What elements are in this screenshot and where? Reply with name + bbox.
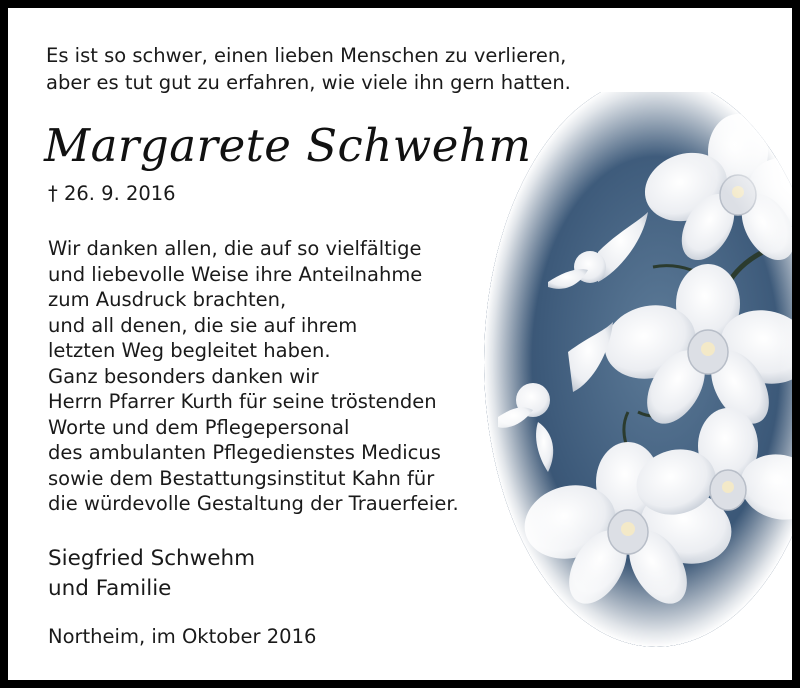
intro-verse	[46, 42, 571, 96]
intro-line: Es ist so schwer, einen lieben Menschen zu verlieren,	[46, 44, 567, 67]
thanks-line: des ambulanten Pflegedienstes Medicus	[48, 441, 441, 464]
thanks-text	[48, 236, 459, 517]
thanks-line: Ganz besonders danken wir	[48, 364, 319, 388]
death-date: † 26. 9. 2016	[48, 182, 176, 205]
thanks-line: und liebevolle Weise ihre Anteilnahme	[48, 262, 423, 286]
signer-family: und Familie	[48, 576, 172, 601]
deceased-name: Margarete Schwehm	[44, 119, 532, 172]
signer-block	[48, 544, 255, 604]
intro-line: aber es tut gut zu erfahren, wie viele ihn gern hatten.	[46, 71, 571, 94]
thanks-line: Herrn Pfarrer Kurth für seine tröstenden	[48, 390, 437, 413]
thanks-line: Wir danken allen, die auf so vielfältige	[48, 237, 422, 260]
thanks-line: die würdevolle Gestaltung der Trauerfeier.	[48, 492, 459, 515]
thanks-line: und all denen, die sie auf ihrem	[48, 313, 358, 337]
thanks-line: sowie dem Bestattungsinstitut Kahn für	[48, 466, 435, 490]
thanks-line: zum Ausdruck brachten,	[48, 288, 287, 311]
orchid-photo	[478, 92, 800, 652]
place-date: Northeim, im Oktober 2016	[48, 625, 317, 648]
thanks-line: Worte und dem Pflegepersonal	[48, 415, 350, 439]
signer-name: Siegfried Schwehm	[48, 546, 256, 571]
thanks-line: letzten Weg begleitet haben.	[48, 339, 331, 362]
